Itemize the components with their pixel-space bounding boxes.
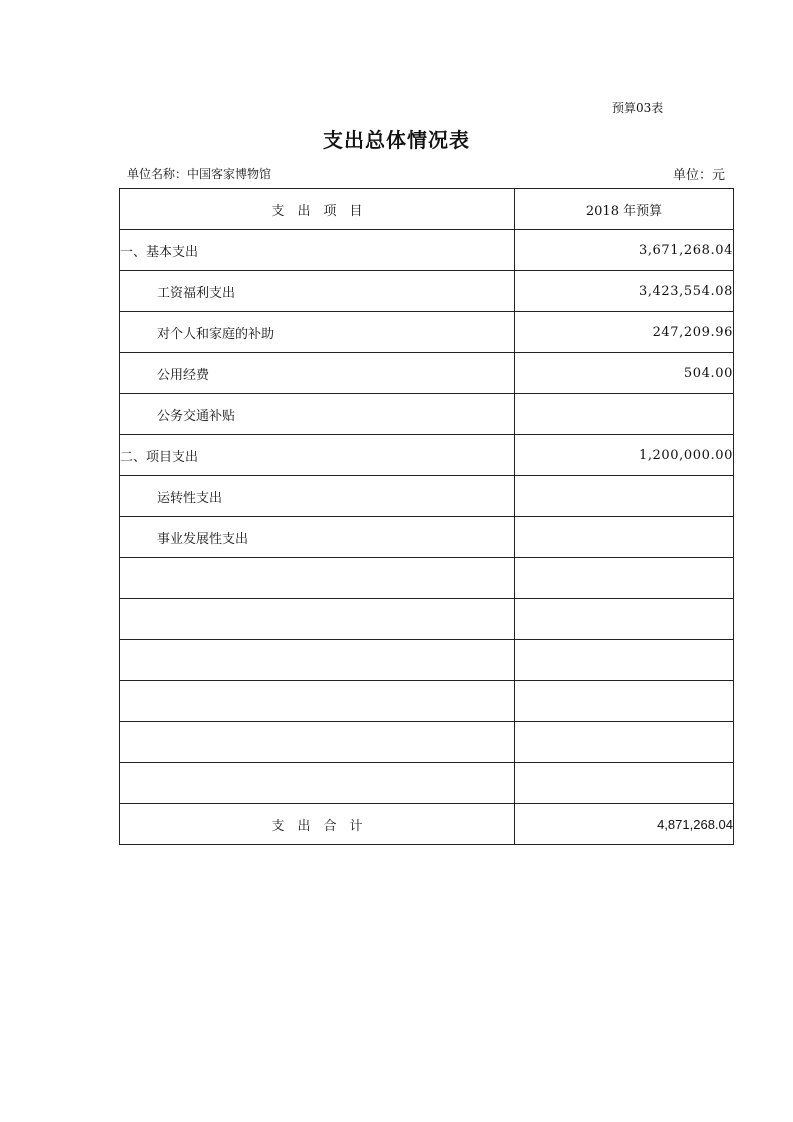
row-item <box>120 558 515 599</box>
row-item: 二、项目支出 <box>120 435 515 476</box>
row-amount <box>515 558 734 599</box>
total-label: 支 出 合 计 <box>120 804 515 845</box>
row-amount: 3,671,268.04 <box>515 230 734 271</box>
page-title: 支出总体情况表 <box>323 128 470 152</box>
total-amount: 4,871,268.04 <box>515 804 734 845</box>
table-row <box>120 271 734 312</box>
row-item: 工资福利支出 <box>120 271 515 312</box>
table-row <box>120 394 734 435</box>
row-amount <box>515 394 734 435</box>
table-row <box>120 517 734 558</box>
table-row <box>120 558 734 599</box>
row-amount <box>515 517 734 558</box>
table-row <box>120 353 734 394</box>
column-header-budget: 2018 年预算 <box>515 189 734 230</box>
row-item <box>120 681 515 722</box>
row-item: 一、基本支出 <box>120 230 515 271</box>
total-row <box>120 804 734 845</box>
row-amount <box>515 640 734 681</box>
row-item: 运转性支出 <box>120 476 515 517</box>
table-row <box>120 640 734 681</box>
row-item <box>120 763 515 804</box>
row-amount <box>515 722 734 763</box>
column-header-item: 支 出 项 目 <box>120 189 515 230</box>
table-row <box>120 722 734 763</box>
row-amount <box>515 476 734 517</box>
table-row <box>120 435 734 476</box>
row-amount <box>515 681 734 722</box>
unit-name: 单位名称：中国客家博物馆 <box>127 167 272 181</box>
table-header-row <box>120 189 734 230</box>
table-row <box>120 476 734 517</box>
row-item: 事业发展性支出 <box>120 517 515 558</box>
row-amount: 247,209.96 <box>515 312 734 353</box>
table-row <box>120 599 734 640</box>
row-item: 公用经费 <box>120 353 515 394</box>
currency-unit: 单位：元 <box>672 168 725 183</box>
form-code: 预算03表 <box>612 101 664 115</box>
table-row <box>120 312 734 353</box>
row-amount: 504.00 <box>515 353 734 394</box>
row-item: 对个人和家庭的补助 <box>120 312 515 353</box>
table-row <box>120 681 734 722</box>
row-item <box>120 722 515 763</box>
table-row <box>120 230 734 271</box>
row-amount: 3,423,554.08 <box>515 271 734 312</box>
expenditure-table <box>119 188 734 845</box>
row-item: 公务交通补贴 <box>120 394 515 435</box>
row-item <box>120 599 515 640</box>
row-item <box>120 640 515 681</box>
row-amount <box>515 599 734 640</box>
row-amount: 1,200,000.00 <box>515 435 734 476</box>
row-amount <box>515 763 734 804</box>
table-row <box>120 763 734 804</box>
